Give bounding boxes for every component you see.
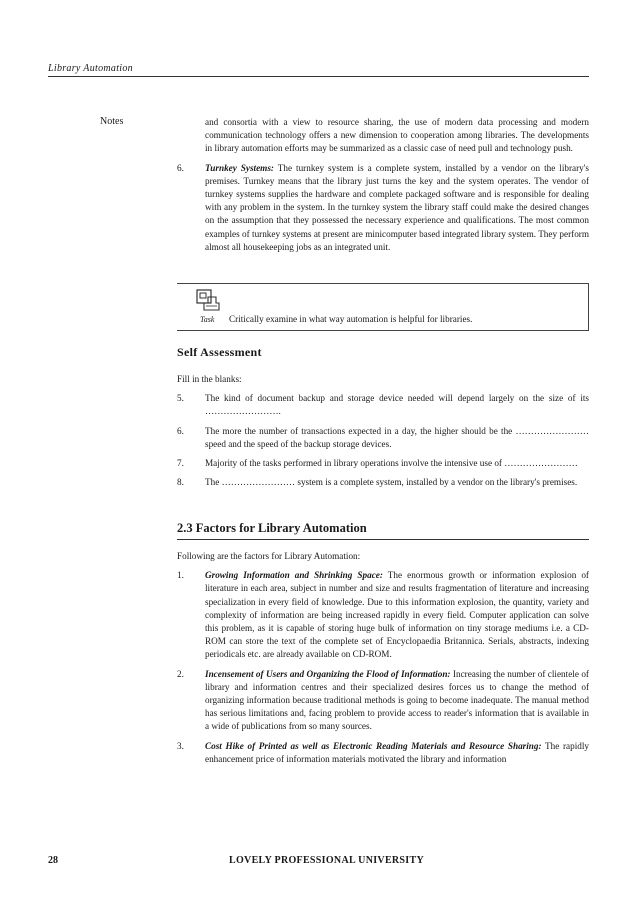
running-header-title: Library Automation — [48, 63, 133, 74]
top-content — [177, 116, 589, 254]
assessment-item — [177, 425, 589, 451]
task-text: Critically examine in what way automation is helpful for libraries. — [229, 314, 473, 324]
section-heading-rule — [177, 539, 589, 540]
intro-paragraph: and consortia with a view to resource sharing, the use of modern data processing and modern communication technology offers a new dimension to cooperation among libraries. The developments in library automation efforts may be summarized as a classic case of need pull and technology push. — [205, 117, 589, 154]
assessment-item — [177, 392, 589, 418]
section-intro: Following are the factors for Library Automation: — [177, 551, 361, 561]
term: Incensement of Users and Organizing the Flood of Information: — [205, 668, 451, 679]
factor-item — [177, 668, 589, 734]
item-text: The kind of document backup and storage device needed will depend largely on the size of its ……………………. — [205, 393, 589, 417]
task-label: Task — [200, 315, 215, 324]
item-text: Majority of the tasks performed in library operations involve the intensive use of …………………… — [205, 458, 578, 469]
fill-blanks-instruction: Fill in the blanks: — [177, 374, 242, 384]
section-heading: 2.3 Factors for Library Automation — [177, 521, 367, 535]
list-number: 7. — [177, 458, 184, 469]
assessment-item — [177, 476, 589, 489]
page-number: 28 — [48, 855, 58, 866]
item-text: The turnkey system is a complete system, installed by a vendor on the library's premises. Turnkey means that the library just turns the key and the system operates. The vendor of turnkey systems supplies the hardware and complete packaged software and is responsible for dealing with any problem in the system. In the turnkey system the library staff could make the desired changes on the assumption that they possessed the necessary experience and qualifications. The most common examples of turnkey systems at present are minicomputer based integrated library system. They perform almost all housekeeping jobs as an integrated unit. — [205, 162, 589, 252]
term: Cost Hike of Printed as well as Electronic Reading Materials and Resource Sharing: — [205, 740, 542, 751]
item-text: The enormous growth or information explosion of literature in each area, subject in number and size and results fragmentation of literature and increasing specialization in every field of knowledge. Due to this information explosion, the quantity, variety and complexity of information are being increased rapidly in every field. Computer application can solve this problem, as it is capable of storing huge bulk of information on tiny storage mediums i.e. a CD-ROM can store the text of the complete set of Encyclopaedia Britannica. Serials, abstracts, indexing periodicals etc. are already available on CD-ROM. — [205, 570, 589, 660]
list-number: 1. — [177, 570, 184, 581]
item-text: The more the number of transactions expected in a day, the higher should be the …………………… speed and the speed of the backup storage devices. — [205, 425, 589, 449]
section-body — [177, 550, 589, 766]
list-number: 3. — [177, 740, 184, 751]
term: Turnkey Systems: — [205, 162, 274, 173]
list-number: 8. — [177, 477, 184, 488]
assessment-item — [177, 457, 589, 470]
header-rule — [48, 76, 589, 77]
item-text: Increasing the number of clientele of library and information centres and their specialized desires forces us to change the method of organizing information because traditional methods is going to become inadequate. The manual method has serious limitations and, facing problem to provide access to reader's information that is available in a wide of publications from so many sources. — [205, 668, 589, 732]
list-number: 2. — [177, 668, 184, 679]
item-text: The rapidly enhancement price of information materials motivated the library and information — [205, 740, 589, 764]
task-icon — [196, 289, 220, 311]
self-assessment-heading: Self Assessment — [177, 345, 262, 359]
item-text: The …………………… system is a complete system, installed by a vendor on the library's premises. — [205, 477, 578, 488]
footer-university: LOVELY PROFESSIONAL UNIVERSITY — [229, 855, 424, 866]
list-number: 6. — [177, 425, 184, 436]
list-number: 6. — [177, 162, 184, 173]
list-item-turnkey — [177, 162, 589, 254]
term: Growing Information and Shrinking Space: — [205, 570, 383, 581]
factor-item — [177, 569, 589, 661]
notes-margin-label: Notes — [100, 116, 124, 127]
self-assessment-body — [177, 373, 589, 489]
list-number: 5. — [177, 393, 184, 404]
factor-item — [177, 740, 589, 766]
